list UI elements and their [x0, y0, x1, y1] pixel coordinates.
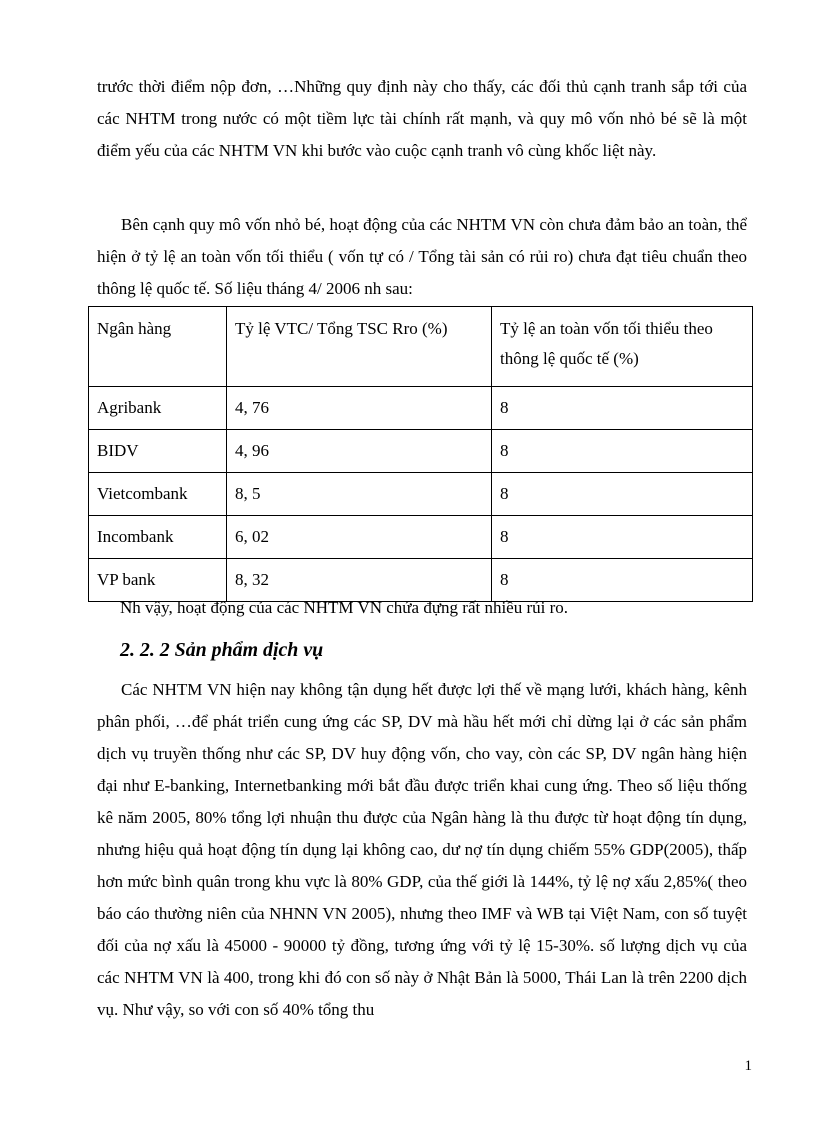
capital-ratio-table — [88, 306, 753, 602]
cell-bank: Incombank — [89, 516, 227, 559]
paragraph-risk-conclusion: Nh vậy, hoạt động của các NHTM VN chứa đựng rất nhiều rủi ro. — [120, 598, 569, 617]
cell-min-ratio: 8 — [492, 516, 753, 559]
paragraph-products-services: Các NHTM VN hiện nay không tận dụng hết được lợi thế về mạng lưới, khách hàng, kênh phân phối, …để phát triển cung ứng các SP, DV mà hầu hết mới chỉ dừng lại ở các sản phẩm dịch vụ truyền thống như các SP, DV huy động vốn, cho vay, còn các SP, DV ngân hàng hiện đại như E-banking, Internetbanking mới bắt đầu được triển khai cung ứng. Theo số liệu thống kê năm 2005, 80% tổng lợi nhuận thu được của Ngân hàng là thu được từ hoạt động tín dụng, nhưng hiệu quả hoạt động tín dụng lại không cao, dư nợ tín dụng chiếm 55% GDP(2005), thấp hơn mức bình quân trong khu vực là 80% GDP, của thế giới là 144%, tỷ lệ nợ xấu 2,85%( theo báo cáo thường niên của NHNN VN 2005), nhưng theo IMF và WB tại Việt Nam, con số tuyệt đối của nợ xấu là 45000 - 90000 tỷ đồng, tương ứng với tỷ lệ 15-30%. số lượng dịch vụ của các NHTM VN là 400, trong khi đó con số này ở Nhật Bản là 5000, Thái Lan là trên 2200 dịch vụ. Như vậy, so với con số 40% tổng thu — [97, 680, 747, 1019]
cell-vtc-ratio: 8, 32 — [227, 559, 492, 602]
header-bank: Ngân hàng — [89, 307, 227, 387]
cell-vtc-ratio: 8, 5 — [227, 473, 492, 516]
page-number: 1 — [744, 1058, 752, 1074]
cell-bank: VP bank — [89, 559, 227, 602]
paragraph-capital-safety: Bên cạnh quy mô vốn nhỏ bé, hoạt động của các NHTM VN còn chưa đảm bảo an toàn, thể hiện ở tỷ lệ an toàn vốn tối thiểu ( vốn tự có / Tổng tài sản có rủi ro) chưa đạt tiêu chuẩn theo thông lệ quốc tế. Số liệu tháng 4/ 2006 nh sau: — [97, 215, 747, 298]
table-row — [89, 430, 753, 473]
table-row — [89, 473, 753, 516]
table-row — [89, 387, 753, 430]
cell-bank: BIDV — [89, 430, 227, 473]
cell-vtc-ratio: 6, 02 — [227, 516, 492, 559]
header-vtc-ratio: Tỷ lệ VTC/ Tổng TSC Rro (%) — [227, 307, 492, 387]
paragraph-intro: trước thời điểm nộp đơn, …Những quy định này cho thấy, các đối thủ cạnh tranh sắp tới của các NHTM trong nước có một tiềm lực tài chính rất mạnh, và quy mô vốn nhỏ bé sẽ là một điểm yếu của các NHTM VN khi bước vào cuộc cạnh tranh vô cùng khốc liệt này. — [97, 77, 747, 160]
cell-min-ratio: 8 — [492, 473, 753, 516]
cell-vtc-ratio: 4, 76 — [227, 387, 492, 430]
cell-min-ratio: 8 — [492, 430, 753, 473]
cell-min-ratio: 8 — [492, 559, 753, 602]
cell-bank: Vietcombank — [89, 473, 227, 516]
cell-min-ratio: 8 — [492, 387, 753, 430]
header-min-safety-ratio: Tỷ lệ an toàn vốn tối thiểu theo thông lệ quốc tế (%) — [492, 307, 753, 387]
table-header-row — [89, 307, 753, 387]
cell-vtc-ratio: 4, 96 — [227, 430, 492, 473]
section-heading: 2. 2. 2 Sản phẩm dịch vụ — [120, 639, 324, 661]
table-row — [89, 516, 753, 559]
cell-bank: Agribank — [89, 387, 227, 430]
